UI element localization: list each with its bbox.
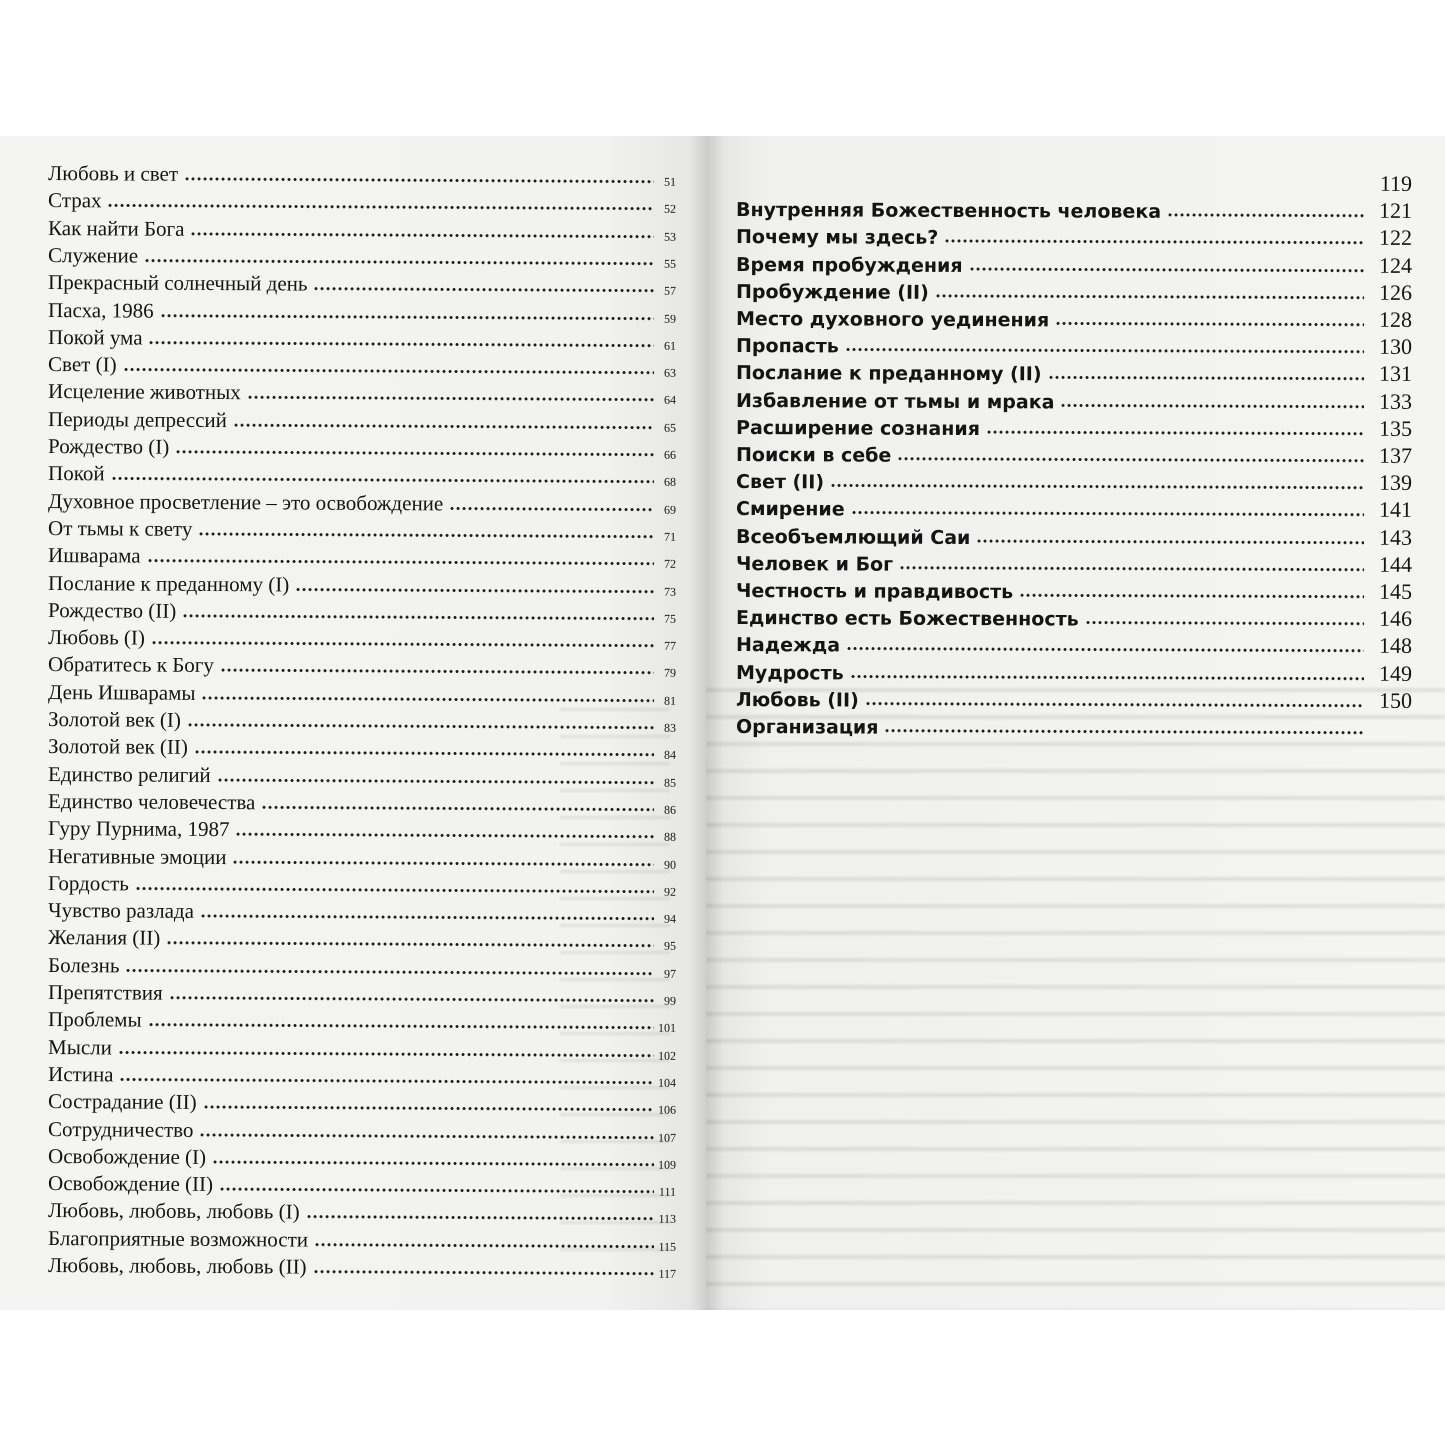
dot-leader bbox=[111, 477, 654, 484]
dot-leader bbox=[169, 996, 654, 1003]
toc-entry bbox=[48, 1004, 676, 1036]
dot-leader bbox=[235, 832, 654, 839]
dot-leader bbox=[175, 450, 654, 457]
toc-entry-page-number: 119 bbox=[1379, 170, 1413, 196]
toc-entry bbox=[736, 683, 1412, 714]
toc-entry-page-number: 84 bbox=[663, 748, 677, 763]
toc-entry-title: Чувство разлада bbox=[48, 898, 195, 923]
toc-entry-page-number: 64 bbox=[663, 393, 677, 408]
toc-entry-page-number: 57 bbox=[663, 283, 677, 299]
toc-entry-page-number: 149 bbox=[1378, 660, 1413, 686]
toc-entry-title: Пасха, 1986 bbox=[48, 297, 154, 323]
toc-entry bbox=[48, 1195, 676, 1227]
dot-leader bbox=[160, 313, 654, 320]
dot-leader bbox=[219, 1187, 654, 1194]
toc-entry-title: Честность и правдивость bbox=[736, 580, 1014, 604]
dot-leader bbox=[212, 1160, 654, 1167]
toc-entry-page-number: 131 bbox=[1378, 361, 1413, 387]
dot-leader bbox=[884, 729, 1364, 735]
toc-entry-page-number: 65 bbox=[663, 420, 677, 435]
toc-entry-title: Истина bbox=[48, 1061, 114, 1087]
toc-entry-page-number: 94 bbox=[663, 911, 677, 926]
toc-entry-page-number: 88 bbox=[663, 829, 677, 845]
toc-entry-page-number: 55 bbox=[663, 256, 677, 271]
toc-entry-page-number: 83 bbox=[663, 720, 677, 735]
toc-entry-page-number: 68 bbox=[663, 475, 677, 490]
dot-leader bbox=[233, 423, 654, 430]
toc-entry-title: Проблемы bbox=[48, 1007, 142, 1032]
toc-entry bbox=[736, 356, 1412, 387]
dot-leader bbox=[198, 532, 654, 539]
dot-leader bbox=[846, 647, 1364, 653]
dot-leader bbox=[969, 267, 1364, 273]
dot-leader bbox=[314, 1242, 654, 1248]
toc-entry-page-number: 92 bbox=[663, 884, 677, 899]
dot-leader bbox=[313, 1270, 654, 1276]
toc-entry-page-number: 106 bbox=[657, 1102, 677, 1118]
toc-entry-title: Единство религий bbox=[48, 761, 211, 787]
dot-leader bbox=[191, 231, 655, 238]
toc-entry-title: Золотой век (II) bbox=[48, 734, 189, 760]
dot-leader bbox=[233, 860, 655, 867]
toc-entry-page-number: 133 bbox=[1378, 388, 1413, 414]
toc-entry-title: День Ишварамы bbox=[48, 679, 196, 705]
toc-entry-title: Расширение сознания bbox=[736, 416, 980, 440]
toc-entry-page-number: 126 bbox=[1378, 279, 1413, 305]
toc-entry-title: Организация bbox=[736, 716, 879, 739]
toc-entry-title: Мысли bbox=[48, 1034, 112, 1059]
toc-entry-title: Ишварама bbox=[48, 543, 141, 568]
toc-entry-title: Прекрасный солнечный день bbox=[48, 270, 308, 296]
dot-leader bbox=[851, 511, 1364, 517]
dot-leader bbox=[135, 886, 654, 893]
toc-entry bbox=[48, 185, 676, 217]
toc-entry-title: Сострадание (II) bbox=[48, 1089, 197, 1115]
dot-leader bbox=[149, 340, 655, 347]
dot-leader bbox=[123, 368, 654, 375]
toc-entry-title: Периоды депрессий bbox=[48, 406, 228, 432]
toc-entry-title: Гордость bbox=[48, 870, 129, 896]
dot-leader bbox=[897, 457, 1364, 463]
toc-entry-title: Надежда bbox=[736, 634, 841, 657]
dot-leader bbox=[830, 484, 1364, 490]
toc-entry-page-number: 63 bbox=[663, 365, 677, 380]
dot-leader bbox=[187, 723, 654, 730]
dot-leader bbox=[865, 701, 1364, 707]
toc-entry-page-number: 124 bbox=[1378, 252, 1413, 278]
toc-entry-page-number: 150 bbox=[1378, 687, 1413, 713]
toc-entry-page-number: 144 bbox=[1378, 551, 1413, 577]
toc-entry-page-number: 99 bbox=[663, 993, 677, 1008]
dot-leader bbox=[247, 396, 654, 402]
toc-entry-title: Послание к преданному (II) bbox=[736, 362, 1042, 386]
dot-leader bbox=[944, 239, 1364, 245]
dot-leader bbox=[845, 348, 1364, 354]
toc-entry bbox=[48, 540, 676, 572]
toc-entry-page-number: 101 bbox=[657, 1021, 677, 1036]
toc-entry-title: Болезнь bbox=[48, 952, 120, 978]
book-spread bbox=[0, 136, 1445, 1310]
toc-entry bbox=[736, 384, 1412, 415]
toc-entry bbox=[736, 574, 1412, 605]
toc-entry bbox=[48, 1114, 676, 1146]
bleed-through-text bbox=[706, 676, 1445, 1310]
dot-leader bbox=[935, 294, 1364, 300]
dot-leader bbox=[217, 778, 654, 785]
toc-entry-page-number: 107 bbox=[657, 1130, 677, 1145]
toc-entry-page-number: 90 bbox=[663, 857, 677, 872]
toc-entry-title: От тьмы к свету bbox=[48, 515, 193, 541]
toc-entry-title: Единство есть Божественность bbox=[736, 607, 1079, 631]
toc-entry-title: Место духовного уединения bbox=[736, 308, 1050, 332]
dot-leader bbox=[449, 506, 654, 511]
toc-entry-page-number: 85 bbox=[663, 775, 677, 790]
toc-entry-title: Единство человечества bbox=[48, 788, 256, 815]
toc-entry-page-number: 102 bbox=[657, 1048, 677, 1063]
dot-leader bbox=[184, 177, 654, 184]
toc-entry-title: Свет (I) bbox=[48, 352, 117, 377]
toc-entry bbox=[48, 568, 676, 600]
toc-entry-page-number: 81 bbox=[663, 693, 677, 708]
toc-entry-title: Препятствия bbox=[48, 980, 163, 1005]
dot-leader bbox=[850, 674, 1364, 680]
toc-entry-title: Гуру Пурнима, 1987 bbox=[48, 816, 230, 842]
toc-entry-title: Любовь (I) bbox=[48, 625, 145, 650]
toc-entry-page-number: 139 bbox=[1378, 469, 1413, 496]
dot-leader bbox=[220, 668, 654, 675]
toc-entry bbox=[736, 220, 1412, 251]
toc-entry-page-number: 111 bbox=[658, 1184, 677, 1199]
dot-leader bbox=[151, 641, 654, 648]
toc-entry-page-number: 128 bbox=[1378, 306, 1413, 332]
dot-leader bbox=[203, 1105, 654, 1112]
toc-entry-title: Служение bbox=[48, 242, 139, 268]
left-page bbox=[0, 136, 706, 1310]
dot-leader bbox=[1048, 376, 1364, 381]
toc-entry bbox=[48, 649, 676, 681]
toc-entry bbox=[736, 628, 1412, 659]
toc-entry-page-number: 145 bbox=[1378, 578, 1413, 604]
toc-entry bbox=[736, 248, 1412, 279]
toc-entry-page-number: 59 bbox=[663, 311, 677, 326]
toc-entry-page-number: 77 bbox=[663, 638, 677, 653]
right-page bbox=[706, 136, 1445, 1310]
dot-leader bbox=[986, 430, 1364, 436]
toc-entry-page-number: 72 bbox=[663, 556, 677, 572]
toc-entry bbox=[48, 841, 676, 873]
toc-entry-page-number: 61 bbox=[663, 338, 677, 353]
toc-entry-page-number: 75 bbox=[663, 611, 677, 626]
toc-entry-title: Пробуждение (II) bbox=[736, 280, 929, 304]
toc-entry-title: Избавление от тьмы и мрака bbox=[736, 389, 1055, 413]
toc-entry-title: Исцеление животных bbox=[48, 379, 241, 405]
toc-entry bbox=[48, 731, 676, 763]
toc-entry-title: Свет (II) bbox=[736, 471, 825, 494]
dot-leader bbox=[976, 539, 1364, 545]
dot-leader bbox=[120, 1077, 655, 1084]
toc-entry-page-number: 122 bbox=[1378, 225, 1413, 251]
dot-leader bbox=[200, 914, 654, 921]
toc-entry bbox=[736, 492, 1412, 523]
dot-leader bbox=[182, 614, 654, 621]
toc-entry-title: Рождество (I) bbox=[48, 434, 170, 459]
toc-entry-page-number: 79 bbox=[663, 666, 677, 681]
dot-leader bbox=[1167, 213, 1364, 218]
dot-leader bbox=[144, 258, 654, 265]
toc-entry-title: Как найти Бога bbox=[48, 215, 185, 241]
toc-entry bbox=[736, 302, 1412, 333]
toc-entry-title: Покой ума bbox=[48, 324, 143, 350]
toc-entry-page-number: 141 bbox=[1378, 497, 1413, 523]
dot-leader bbox=[147, 559, 654, 566]
toc-entry bbox=[736, 710, 1412, 741]
dot-leader bbox=[1055, 321, 1364, 326]
toc-entry-title: Всеобъемлющий Саи bbox=[736, 525, 971, 549]
toc-entry-title: Любовь и свет bbox=[48, 161, 179, 186]
toc-entry-page-number: 143 bbox=[1378, 524, 1413, 550]
toc-entry bbox=[48, 267, 676, 299]
toc-entry bbox=[48, 813, 676, 845]
toc-entry-title: Время пробуждения bbox=[736, 253, 963, 277]
toc-entry-page-number: 66 bbox=[663, 447, 677, 462]
toc-entry-page-number: 95 bbox=[663, 939, 677, 954]
toc-entry-page-number: 115 bbox=[658, 1239, 677, 1254]
toc-entry bbox=[736, 520, 1412, 551]
toc-entry-title: Внутренняя Божественность человека bbox=[736, 199, 1162, 224]
toc-entry-page-number: 104 bbox=[657, 1075, 677, 1090]
toc-entry-title: Освобождение (II) bbox=[48, 1171, 214, 1197]
toc-entry-title: Пропасть bbox=[736, 335, 839, 358]
toc-entry-title: Обратитесь к Богу bbox=[48, 652, 214, 678]
dot-leader bbox=[261, 805, 654, 811]
toc-entry-title: Любовь, любовь, любовь (II) bbox=[48, 1253, 307, 1279]
toc-entry-page-number: 86 bbox=[663, 802, 677, 817]
toc-entry-title: Смирение bbox=[736, 498, 845, 521]
book-gutter bbox=[690, 136, 724, 1310]
dot-leader bbox=[295, 587, 654, 593]
toc-entry-page-number: 117 bbox=[658, 1266, 677, 1281]
dot-leader bbox=[108, 204, 655, 211]
dot-leader bbox=[202, 696, 655, 703]
toc-entry-title: Духовное просветление – это освобождение bbox=[48, 488, 444, 516]
toc-entry-title: Рождество (II) bbox=[48, 597, 177, 623]
dot-leader bbox=[313, 287, 654, 293]
toc-entry-page-number: 51 bbox=[663, 174, 677, 189]
dot-leader bbox=[1085, 621, 1364, 626]
dot-leader bbox=[125, 968, 654, 975]
toc-entry-title: Страх bbox=[48, 188, 102, 213]
toc-entry-title: Покой bbox=[48, 461, 105, 486]
dot-leader bbox=[1019, 593, 1364, 599]
toc-entry bbox=[48, 295, 676, 327]
toc-entry-title: Сотрудничество bbox=[48, 1116, 194, 1142]
toc-entry-page-number: 148 bbox=[1378, 633, 1413, 659]
toc-entry-title: Поиски в себе bbox=[736, 444, 892, 467]
toc-entry bbox=[736, 547, 1412, 578]
toc-entry-page-number: 109 bbox=[657, 1157, 677, 1172]
toc-entry-page-number: 137 bbox=[1378, 442, 1413, 468]
toc-entry-page-number: 97 bbox=[663, 966, 677, 981]
toc-entry-page-number: 146 bbox=[1378, 605, 1413, 632]
toc-entry-title: Мудрость bbox=[736, 661, 844, 685]
toc-entry-page-number: 135 bbox=[1378, 415, 1413, 441]
toc-entry bbox=[48, 1086, 676, 1118]
toc-entry bbox=[48, 1250, 676, 1282]
toc-entry bbox=[736, 275, 1412, 306]
toc-entry-page-number: 113 bbox=[658, 1212, 677, 1227]
dot-leader bbox=[1060, 403, 1364, 408]
dot-leader bbox=[118, 1050, 654, 1057]
dot-leader bbox=[148, 1023, 654, 1030]
toc-entry-title: Послание к преданному (I) bbox=[48, 570, 290, 596]
toc-entry-title: Любовь (II) bbox=[736, 688, 859, 712]
toc-entry-title: Золотой век (I) bbox=[48, 707, 182, 732]
toc-entry bbox=[48, 376, 676, 408]
dot-leader bbox=[899, 566, 1364, 572]
toc-entry-title: Негативные эмоции bbox=[48, 843, 227, 869]
toc-entry-page-number: 73 bbox=[663, 584, 677, 599]
toc-entry bbox=[736, 656, 1412, 687]
toc-entry bbox=[48, 922, 676, 954]
toc-entry bbox=[48, 458, 676, 490]
dot-leader bbox=[166, 941, 654, 948]
toc-entry-title: Человек и Бог bbox=[736, 552, 894, 576]
toc-entry bbox=[736, 411, 1412, 442]
dot-leader bbox=[306, 1215, 654, 1221]
toc-entry-page-number: 52 bbox=[663, 202, 677, 217]
toc-entry-page-number: 121 bbox=[1378, 197, 1413, 224]
toc-entry-title: Почему мы здесь? bbox=[736, 226, 939, 250]
toc-entry-page-number: 71 bbox=[663, 529, 677, 544]
toc-entry bbox=[736, 438, 1412, 469]
toc-entry-title: Благоприятные возможности bbox=[48, 1225, 309, 1252]
toc-entry-title: Освобождение (I) bbox=[48, 1143, 207, 1169]
toc-entry-title: Желания (II) bbox=[48, 925, 161, 951]
toc-entry-title: Любовь, любовь, любовь (I) bbox=[48, 1198, 300, 1224]
toc-entry-page-number: 130 bbox=[1378, 333, 1413, 360]
toc-entry-page-number: 69 bbox=[663, 502, 677, 517]
dot-leader bbox=[199, 1132, 654, 1139]
dot-leader bbox=[194, 750, 654, 757]
toc-entry-page-number: 53 bbox=[663, 229, 677, 244]
toc-entry bbox=[736, 166, 1412, 197]
